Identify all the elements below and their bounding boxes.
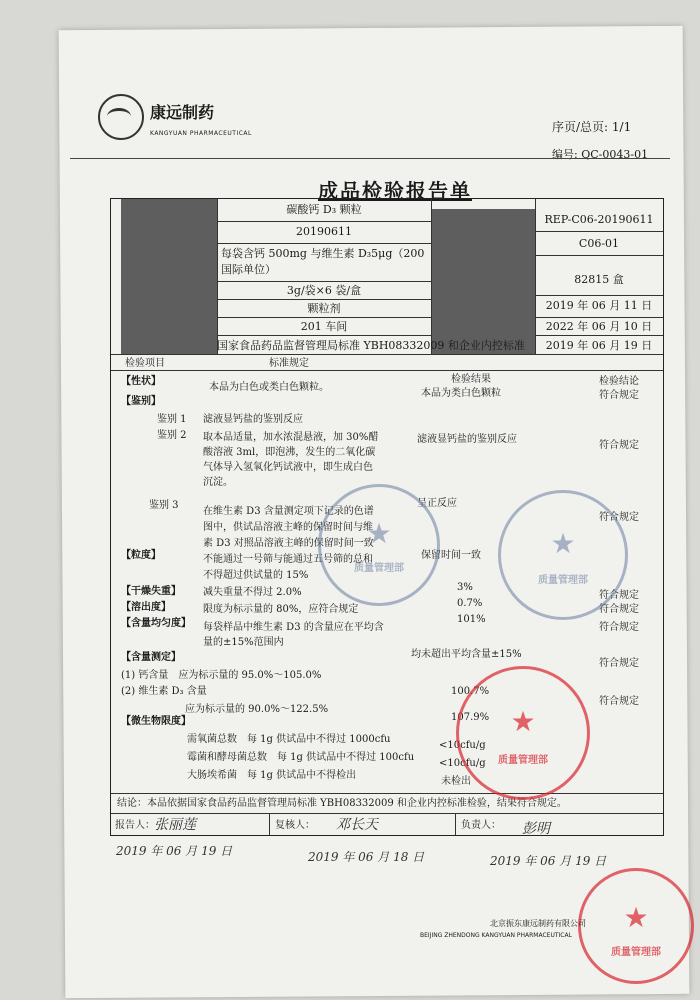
- reporter-date: 2019 年 06 月 19 日: [116, 844, 233, 858]
- row-drying-std: 减失重量不得过 2.0%: [203, 587, 302, 598]
- report-no: REP-C06-20190611: [544, 213, 654, 226]
- reviewer-date: 2019 年 06 月 18 日: [308, 850, 425, 864]
- gray-seal-stamp-1: [318, 484, 440, 606]
- package: 3g/袋×6 袋/盒: [286, 284, 362, 297]
- manager-signature: 彭明: [522, 821, 550, 837]
- row-assay1-result: 100.7%: [451, 686, 490, 697]
- row-assay2-conclusion: 符合规定: [599, 696, 639, 707]
- row-micro1-std: 需氧菌总数 每 1g 供试品中不得过 1000cfu: [187, 734, 391, 745]
- page-title: 成品检验报告单: [318, 179, 472, 203]
- grid-line: [217, 281, 431, 282]
- col-conclusion: 检验结论: [599, 376, 639, 387]
- footer-company-cn: 北京振东康远制药有限公司: [490, 919, 586, 928]
- row-id3-result: 保留时间一致: [421, 550, 481, 561]
- col-result: 检验结果: [451, 374, 491, 385]
- reviewer-signature: 邓长天: [336, 817, 378, 833]
- row-dissolution-std: 限度为标示量的 80%，应符合规定: [203, 604, 359, 615]
- grid-line: [217, 243, 431, 244]
- row-drying-result: 0.7%: [457, 598, 483, 609]
- redacted-block-right: [431, 209, 535, 354]
- row-granularity-result: 3%: [457, 582, 473, 593]
- row-assay2-std-2: 应为标示量的 90.0%～122.5%: [185, 704, 329, 715]
- row-drying-conclusion: 符合规定: [599, 590, 639, 601]
- company-logo-icon: [98, 94, 144, 140]
- row-id2-result: 滤液显钙盐的鉴别反应: [417, 434, 517, 445]
- row-id2-result-2: 呈正反应: [417, 498, 457, 509]
- grid-line: [455, 813, 456, 835]
- standard: 国家食品药品监督管理局标准 YBH08332009 和企业内控标准: [217, 339, 525, 352]
- reporter-signature: 张丽莲: [154, 817, 196, 833]
- grid-line: [217, 299, 431, 300]
- grid-line: [535, 335, 663, 336]
- manager-date: 2019 年 06 月 19 日: [490, 854, 607, 868]
- grid-line: [269, 813, 270, 835]
- row-id3-std-1: 在维生素 D3 含量测定项下记录的色谱: [203, 506, 374, 517]
- page-info: 序页/总页: 1/1: [552, 120, 632, 134]
- grid-line: [111, 793, 663, 794]
- star-icon: ★: [550, 527, 576, 560]
- row-uniformity-label: 【含量均匀度】: [121, 618, 191, 629]
- row-dissolution-conclusion: 符合规定: [599, 604, 639, 615]
- row-micro2-result: <10cfu/g: [439, 758, 486, 769]
- product-name: 碳酸钙 D₃ 颗粒: [286, 203, 362, 216]
- row-dissolution-result: 101%: [457, 614, 486, 625]
- row-granularity-label: 【粒度】: [121, 550, 161, 561]
- row-id3-conclusion: 符合规定: [599, 512, 639, 523]
- conclusion-text: 结论：本品依据国家食品药品监督管理局标准 YBH08332009 和企业内控标准检验，结果符合规定。: [117, 798, 567, 809]
- grid-line: [535, 295, 663, 296]
- row-uniformity-std-1: 每袋样品中维生素 D3 的含量应在平均含: [203, 622, 384, 633]
- grid-line: [111, 354, 663, 355]
- row-id3-std-3: 素 D3 对照品溶液主峰的保留时间一致: [203, 538, 374, 549]
- grid-line: [217, 317, 431, 318]
- row-identify-label: 【鉴别】: [121, 396, 161, 407]
- manager-label: 负责人：: [461, 820, 501, 831]
- quantity: 82815 盒: [574, 273, 624, 286]
- row-dissolution-label: 【溶出度】: [121, 602, 171, 613]
- row-uniformity-std-2: 量的±15%范围内: [203, 637, 284, 648]
- row-assay-label: 【含量测定】: [121, 652, 181, 663]
- row-assay1-std: (1) 钙含量 应为标示量的 95.0%～105.0%: [121, 670, 322, 681]
- row-granularity-std-2: 不得超过供试量的 15%: [203, 570, 309, 581]
- row-traits-result: 本品为类白色颗粒: [421, 388, 501, 399]
- red-seal-stamp: [456, 666, 590, 800]
- col-item: 检验项目: [125, 358, 165, 369]
- row-uniformity-result: 均未超出平均含量±15%: [411, 649, 522, 660]
- row-assay2-std-1: (2) 维生素 D₃ 含量: [121, 686, 207, 697]
- grid-line: [535, 255, 663, 256]
- row-traits-std: 本品为白色或类白色颗粒。: [209, 382, 329, 393]
- row-id3-label: 鉴别 3: [149, 500, 179, 511]
- star-icon: ★: [623, 901, 649, 934]
- grid-line: [535, 231, 663, 232]
- row-uniformity-conclusion: 符合规定: [599, 622, 639, 633]
- star-icon: ★: [366, 517, 392, 550]
- footer-company-en: BEIJING ZHENDONG KANGYUAN PHARMACEUTICAL: [420, 932, 572, 939]
- row-id2-std-1: 取本品适量，加水浓混悬液，加 30%醋: [203, 432, 379, 443]
- row-micro3-std: 大肠埃希菌 每 1g 供试品中不得检出: [187, 770, 357, 781]
- specification-line2: 国际单位）: [221, 263, 276, 276]
- stamp-label: 质量管理部: [354, 563, 404, 574]
- company-name-en: KANGYUAN PHARMACEUTICAL: [150, 130, 252, 137]
- redacted-block-left: [121, 199, 217, 354]
- row-id2-label: 鉴别 2: [157, 430, 187, 441]
- gray-seal-stamp-2: [498, 490, 628, 620]
- row-id2-std-4: 沉淀。: [203, 477, 233, 488]
- row-granularity-std-1: 不能通过一号筛与能通过五号筛的总和: [203, 554, 373, 565]
- header-divider: [70, 158, 670, 159]
- date-production: 2019 年 06 月 11 日: [545, 299, 653, 312]
- grid-line: [111, 370, 663, 371]
- specification-line1: 每袋含钙 500mg 与维生素 D₃5μg（200: [221, 247, 425, 260]
- row-id2-conclusion: 符合规定: [599, 440, 639, 451]
- stamp-label: 质量管理部: [611, 947, 661, 958]
- row-id2-std-3: 气体导入氢氧化钙试液中，即生成白色: [203, 462, 373, 473]
- row-drying-label: 【干燥失重】: [121, 586, 181, 597]
- grid-line: [535, 317, 663, 318]
- grid-line: [217, 221, 431, 222]
- row-id2-std-2: 酸溶液 3ml，即泡沸，发生的二氧化碳: [203, 447, 376, 458]
- reviewer-label: 复核人：: [275, 820, 315, 831]
- star-icon: ★: [510, 705, 536, 738]
- row-assay1-conclusion: 符合规定: [599, 658, 639, 669]
- grid-line: [217, 335, 431, 336]
- row-micro1-result: <10cfu/g: [439, 740, 486, 751]
- code: C06-01: [578, 237, 620, 250]
- batch-no: 20190611: [296, 225, 352, 238]
- row-traits-label: 【性状】: [121, 376, 161, 387]
- row-id1-std: 滤液显钙盐的鉴别反应: [203, 414, 303, 425]
- workshop: 201 车间: [300, 320, 348, 333]
- row-assay2-result: 107.9%: [451, 712, 490, 723]
- col-standard: 标准规定: [269, 358, 309, 369]
- row-micro3-result: 未检出: [441, 776, 471, 787]
- stamp-label: 质量管理部: [498, 755, 548, 766]
- date-expiry: 2022 年 06 月 10 日: [545, 320, 653, 333]
- row-id1-label: 鉴别 1: [157, 414, 187, 425]
- dosage-form: 颗粒剂: [307, 302, 341, 315]
- row-micro2-std: 霉菌和酵母菌总数 每 1g 供试品中不得过 100cfu: [187, 752, 415, 763]
- reporter-label: 报告人：: [115, 820, 155, 831]
- row-traits-conclusion: 符合规定: [599, 390, 639, 401]
- stamp-label: 质量管理部: [538, 575, 588, 586]
- red-seal-stamp-bottom: [578, 868, 694, 984]
- row-id3-std-2: 图中，供试品溶液主峰的保留时间与维: [203, 522, 373, 533]
- company-name: 康远制药: [150, 103, 215, 122]
- row-micro-label: 【微生物限度】: [121, 716, 191, 727]
- date-report: 2019 年 06 月 19 日: [545, 339, 653, 352]
- doc-code: 编号: QC-0043-01: [552, 148, 649, 161]
